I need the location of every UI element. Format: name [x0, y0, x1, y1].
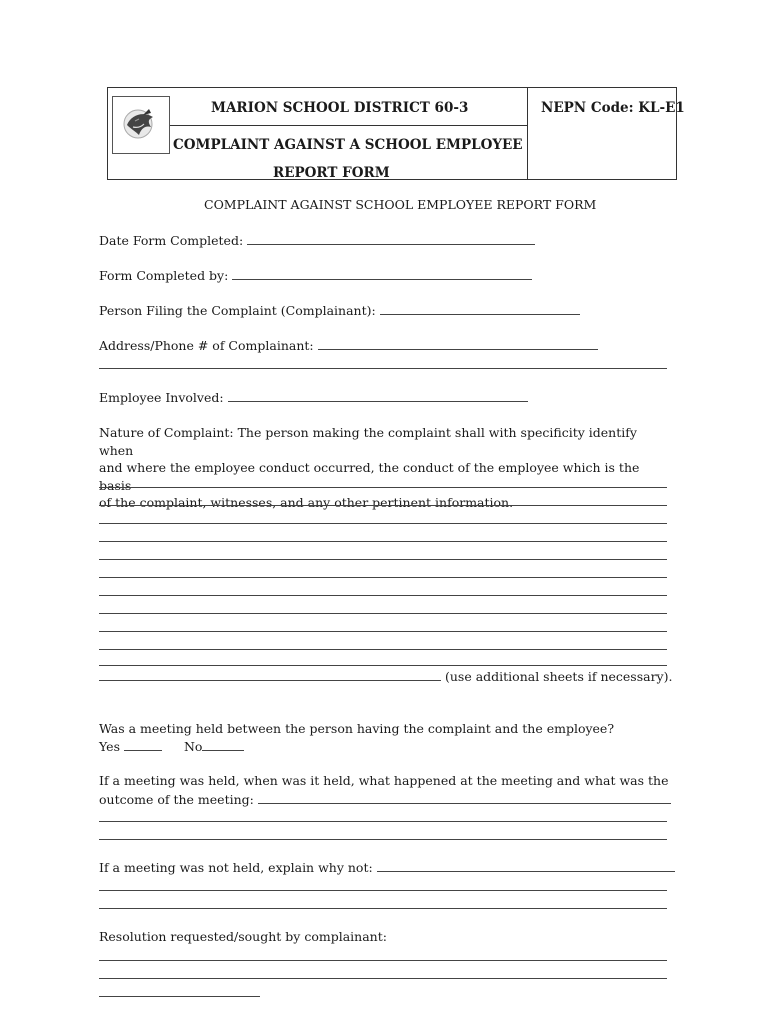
- no-blank[interactable]: [202, 738, 244, 751]
- address-phone-line-2[interactable]: [99, 368, 667, 369]
- resolution-line[interactable]: [99, 978, 667, 979]
- nature-answer-line[interactable]: [99, 595, 667, 596]
- meeting-not-held-line[interactable]: [99, 908, 667, 909]
- district-logo: [112, 96, 170, 154]
- nature-answer-line[interactable]: [99, 577, 667, 578]
- no-label: No: [183, 739, 203, 754]
- nature-answer-line[interactable]: [99, 631, 667, 632]
- nature-answer-line[interactable]: [99, 523, 667, 524]
- meeting-held-outcome-field[interactable]: [99, 791, 671, 807]
- nature-answer-line[interactable]: [99, 665, 667, 666]
- date-form-completed-label: Date Form Completed:: [99, 233, 244, 248]
- meeting-outcome-line[interactable]: [99, 821, 667, 822]
- resolution-line-short[interactable]: [99, 996, 260, 997]
- date-form-completed-field[interactable]: [99, 232, 535, 248]
- meeting-not-held-line[interactable]: [99, 890, 667, 891]
- header-title-line2: REPORT FORM: [273, 165, 390, 181]
- person-filing-field[interactable]: [99, 302, 580, 318]
- person-filing-label: Person Filing the Complaint (Complainant):: [99, 303, 376, 318]
- meeting-not-held-label: If a meeting was not held, explain why not:: [99, 860, 373, 875]
- nature-answer-line[interactable]: [99, 559, 667, 560]
- meeting-held-line-2: outcome of the meeting:: [99, 792, 254, 807]
- nature-line-1: Nature of Complaint: The person making the complaint shall with specificity identify when: [99, 425, 637, 458]
- meeting-not-held-field[interactable]: [99, 859, 675, 875]
- address-phone-field[interactable]: [99, 337, 598, 353]
- additional-sheets-note: (use additional sheets if necessary).: [444, 669, 673, 684]
- header-divider: [527, 87, 528, 180]
- nature-answer-line[interactable]: [99, 505, 667, 506]
- address-phone-label: Address/Phone # of Complainant:: [99, 338, 314, 353]
- nature-answer-line[interactable]: [99, 541, 667, 542]
- employee-involved-field[interactable]: [99, 389, 528, 405]
- nature-line-3: of the complaint, witnesses, and any other pertinent information.: [99, 495, 514, 510]
- meeting-question: Was a meeting held between the person having the complaint and the employee?: [99, 721, 615, 736]
- nepn-code: NEPN Code: KL-E1: [541, 100, 685, 116]
- nature-of-complaint-text: [99, 424, 669, 512]
- nature-answer-line-last[interactable]: [99, 668, 441, 681]
- resolution-line[interactable]: [99, 960, 667, 961]
- employee-involved-line[interactable]: [228, 389, 528, 402]
- form-completed-by-label: Form Completed by:: [99, 268, 229, 283]
- nature-final-line[interactable]: [99, 668, 672, 684]
- form-completed-by-line[interactable]: [232, 267, 532, 280]
- meeting-held-question: If a meeting was held, when was it held, what happened at the meeting and what was the: [99, 773, 669, 788]
- form-completed-by-field[interactable]: [99, 267, 532, 283]
- nature-answer-line[interactable]: [99, 487, 667, 488]
- employee-involved-label: Employee Involved:: [99, 390, 224, 405]
- nature-answer-line[interactable]: [99, 613, 667, 614]
- date-form-completed-line[interactable]: [247, 232, 535, 245]
- nature-line-2: and where the employee conduct occurred, the conduct of the employee which is the basis: [99, 460, 640, 493]
- resolution-label: Resolution requested/sought by complainant:: [99, 929, 387, 944]
- eagle-logo-icon: [113, 97, 169, 153]
- meeting-yes-no[interactable]: [99, 738, 244, 754]
- district-name: MARION SCHOOL DISTRICT 60-3: [211, 100, 469, 116]
- header-title-line1: COMPLAINT AGAINST A SCHOOL EMPLOYEE: [173, 137, 523, 153]
- meeting-outcome-line[interactable]: [258, 791, 671, 804]
- meeting-not-held-line[interactable]: [377, 859, 675, 872]
- form-title: COMPLAINT AGAINST SCHOOL EMPLOYEE REPORT FORM: [204, 197, 597, 212]
- yes-label: Yes: [99, 739, 120, 754]
- nature-answer-line[interactable]: [99, 649, 667, 650]
- yes-blank[interactable]: [124, 738, 162, 751]
- address-phone-line[interactable]: [318, 337, 598, 350]
- person-filing-line[interactable]: [380, 302, 580, 315]
- header-rule: [170, 125, 528, 126]
- meeting-outcome-line[interactable]: [99, 839, 667, 840]
